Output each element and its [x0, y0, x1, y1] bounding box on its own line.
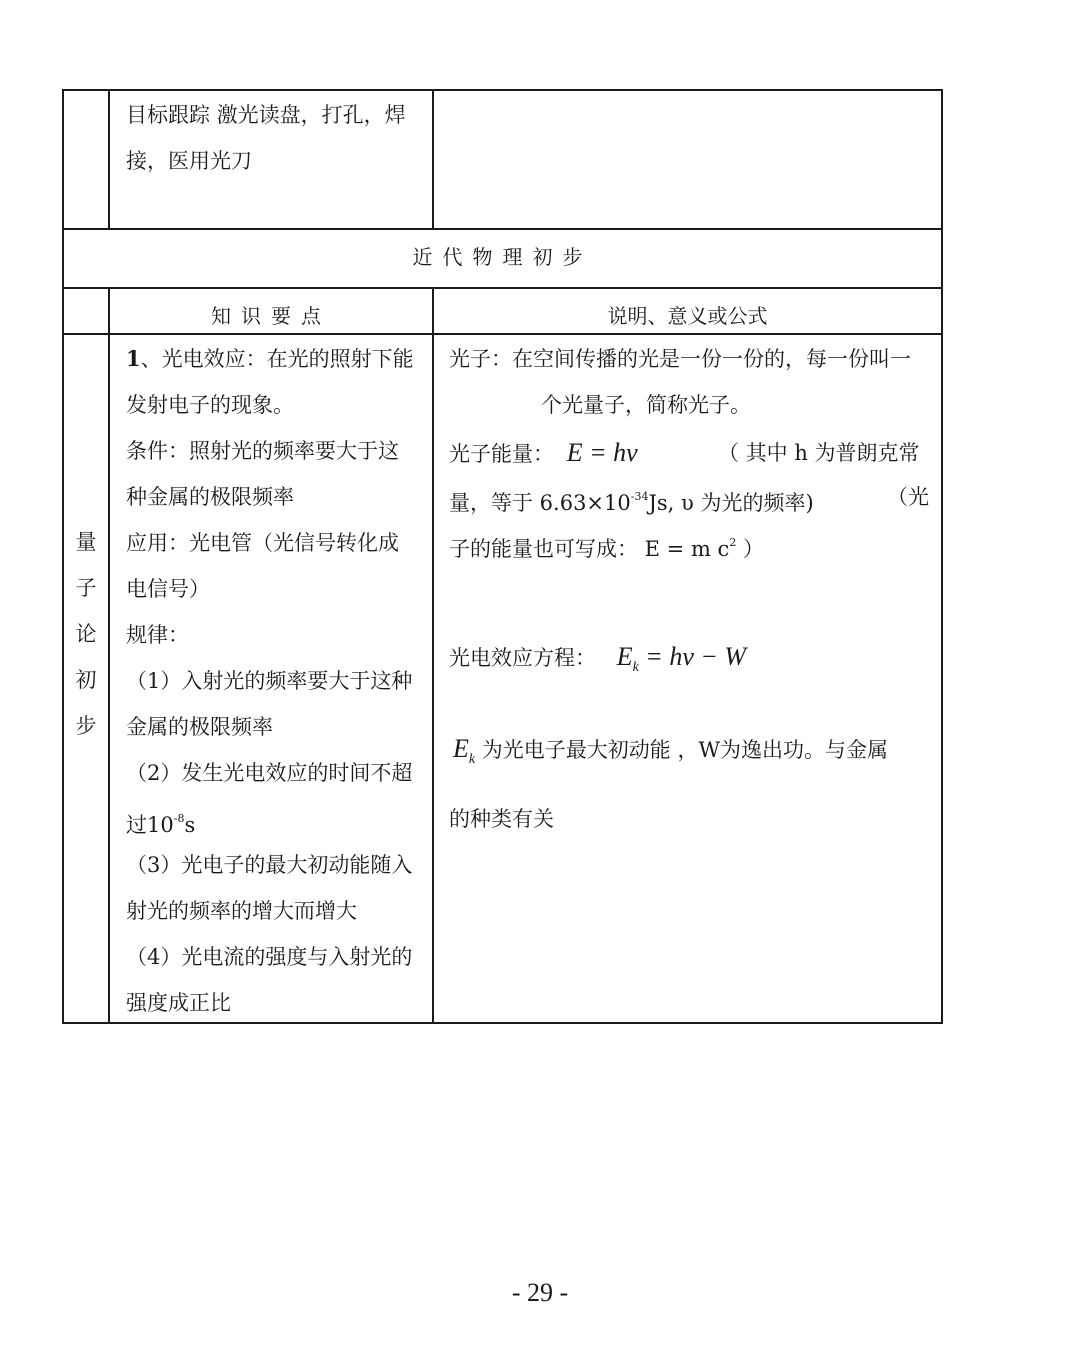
point-line-4: 种金属的极限频率: [126, 485, 294, 509]
header-notes: 说明、意义或公式: [607, 304, 768, 328]
note-energy-line: [449, 430, 638, 477]
table-top-border: [62, 89, 943, 91]
equation-subscript-k: k: [632, 660, 639, 675]
point-line-6: 电信号）: [126, 577, 210, 601]
equation-rest: = hν − W: [638, 642, 747, 671]
point-line-9: 金属的极限频率: [126, 715, 273, 739]
equation-label: 光电效应方程：: [449, 646, 596, 670]
note-ek-line-2: 的种类有关: [449, 807, 554, 831]
energy-formula: E = hν: [566, 438, 638, 467]
point-line-13: 射光的频率的增大而增大: [126, 899, 357, 923]
energy-line-2-exponent: -34: [630, 490, 649, 503]
equation-E: E: [616, 642, 633, 671]
table-right-border: [941, 89, 943, 1024]
energy-line-3-post: ）: [736, 537, 764, 561]
row-divider-3: [62, 333, 943, 335]
point-line-1: [126, 336, 414, 382]
point-line-14: （4）光电流的强度与入射光的: [126, 945, 413, 969]
energy-line-2-post: Js, υ 为光的频率): [648, 491, 814, 515]
point-line-11-exponent: -8: [173, 812, 185, 825]
section-title: 近代物理初步: [412, 245, 593, 269]
point-line-8: （1）入射光的频率要大于这种: [126, 669, 413, 693]
point-number: 1: [126, 346, 141, 371]
note-photon-line-1: 光子：在空间传播的光是一份一份的，每一份叫一: [449, 347, 911, 371]
category-char-1: 量: [75, 530, 97, 554]
col-divider-2-bottom: [432, 287, 434, 1024]
ek-E: E: [453, 734, 469, 763]
point-line-11-pre: 过10: [126, 813, 174, 837]
point-line-5: 应用：光电管（光信号转化成: [126, 531, 399, 555]
point-line-7: 规律：: [126, 623, 189, 647]
point-line-15: 强度成正比: [126, 991, 231, 1015]
energy-line-3-exponent: 2: [729, 536, 737, 549]
point-line-1-text: 、光电效应：在光的照射下能: [140, 347, 414, 371]
ek-subscript-k: k: [468, 752, 476, 767]
category-char-4: 初: [75, 668, 97, 692]
note-energy-note: （ 其中 h 为普朗克常: [718, 441, 920, 465]
category-char-2: 子: [75, 576, 97, 600]
equation-formula: [616, 642, 747, 675]
ek-text: 为光电子最大初动能 ，W为逸出功。与金属: [475, 738, 889, 762]
top-row-line-1: 目标跟踪 激光读盘，打孔，焊: [126, 103, 406, 127]
col-divider-1-top: [108, 89, 110, 230]
category-char-5: 步: [75, 714, 97, 738]
col-divider-2-top: [432, 89, 434, 230]
point-line-11-unit: s: [184, 813, 196, 837]
top-row-line-2: 接，医用光刀: [126, 149, 252, 173]
energy-line-2-pre: 量，等于 6.63×10: [449, 491, 631, 515]
ek-symbol: [453, 734, 476, 767]
note-energy-line-2: [449, 474, 814, 526]
note-equation-line: [449, 634, 746, 691]
energy-line-2-tail: （光: [887, 485, 929, 509]
point-line-2: 发射电子的现象。: [126, 393, 294, 417]
row-divider-2: [62, 287, 943, 289]
page-number: - 29 -: [511, 1278, 569, 1307]
category-label: [63, 519, 109, 749]
category-char-3: 论: [75, 622, 97, 646]
row-divider-1: [62, 228, 943, 230]
point-line-3: 条件：照射光的频率要大于这: [126, 439, 399, 463]
note-photon-line-2: 个光量子，简称光子。: [541, 393, 751, 417]
point-line-10: （2）发生光电效应的时间不超: [126, 761, 413, 785]
point-line-12: （3）光电子的最大初动能随入: [126, 853, 413, 877]
point-line-11: [126, 796, 195, 848]
note-energy-line-3: [449, 520, 764, 572]
note-ek-line: [453, 726, 888, 783]
energy-label: 光子能量：: [449, 442, 554, 466]
header-knowledge-points: 知识要点: [211, 304, 331, 328]
energy-line-3-pre: 子的能量也可写成： E = m c: [449, 537, 730, 561]
